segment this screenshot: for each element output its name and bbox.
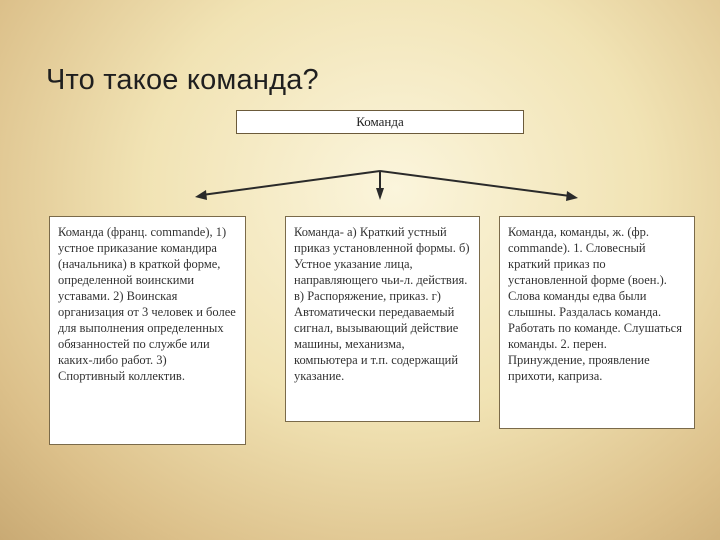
arrowhead-right [566, 191, 578, 201]
stem-arrowhead [376, 188, 384, 200]
definition-text-right: Команда, команды, ж. (фр. commande). 1. Словесный краткий приказ по установленной форме (воен.). Слова команды едва были слышны. Раздалась команда. Работать по команде. Слушаться команды. 2. перен. Принуждение, проявление прихоти, каприза. [508, 225, 682, 383]
root-concept-label: Команда [356, 114, 404, 129]
arrowhead-left [195, 190, 207, 200]
definition-box-right [499, 216, 695, 429]
branch-line-right [380, 171, 570, 196]
definition-text-middle: Команда- а) Краткий устный приказ установленной формы. б) Устное указание лица, направляющего чьи-л. действия. в) Распоряжение, приказ. г) Автоматически передаваемый сигнал, вызывающий действие машины, механизма, компьютера и т.п. содержащий указание. [294, 225, 470, 383]
definition-text-left: Команда (франц. commande), 1) устное приказание командира (начальника) в краткой форме, определенной воинскими уставами. 2) Воинская организация от 3 человек и более для выполнения определенных обязанностей по службе или каких-либо работ. 3) Спортивный коллектив. [58, 225, 236, 383]
branch-line-left [202, 171, 380, 195]
slide-title: Что такое команда? [46, 64, 319, 96]
definition-box-middle [285, 216, 480, 422]
definition-box-left [49, 216, 246, 445]
